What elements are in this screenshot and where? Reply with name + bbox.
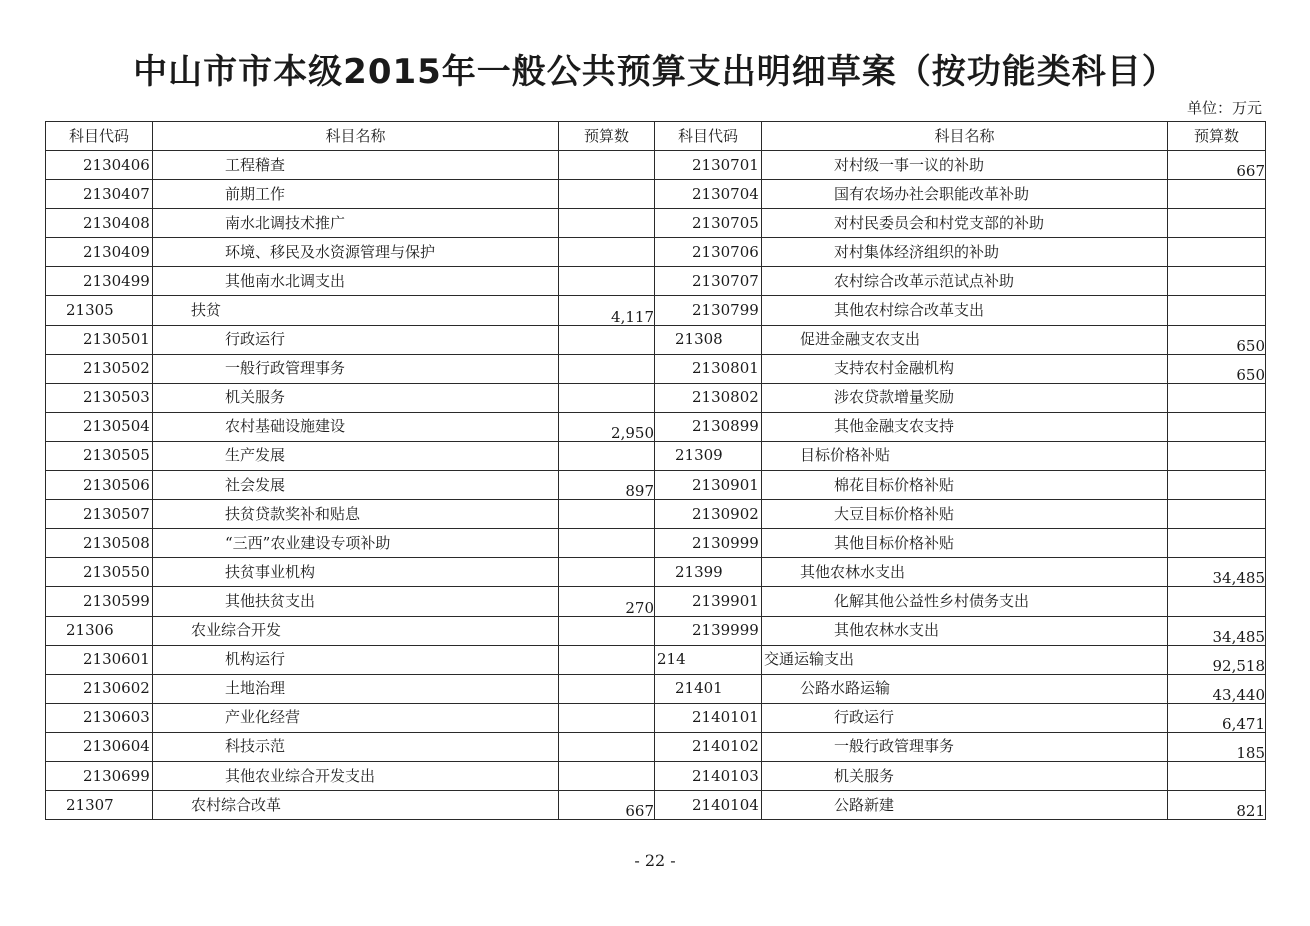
subject-name-left: 其他农业综合开发支出 [153,761,559,790]
subject-name-right: 行政运行 [762,703,1168,732]
budget-amount-right: 34,485 [1168,616,1266,645]
subject-name-left: 土地治理 [153,674,559,703]
subject-name-left: 机关服务 [153,383,559,412]
budget-amount-right [1168,529,1266,558]
table-row [46,703,1266,732]
table-row [46,616,1266,645]
subject-name-right: 大豆目标价格补贴 [762,500,1168,529]
subject-name-right: 其他目标价格补贴 [762,529,1168,558]
subject-code-right: 2130999 [655,529,762,558]
subject-name-right: 其他农林水支出 [762,616,1168,645]
header-name-left: 科目名称 [153,122,559,151]
budget-amount-left [559,558,655,587]
subject-code-right: 2139901 [655,587,762,616]
budget-amount-right: 821 [1168,791,1266,820]
budget-amount-left [559,267,655,296]
unit-label: 单位：万元 [1186,99,1262,117]
subject-name-left: 一般行政管理事务 [153,354,559,383]
table-row [46,761,1266,790]
subject-name-right: 其他农林水支出 [762,558,1168,587]
subject-name-right: 棉花目标价格补贴 [762,471,1168,500]
budget-amount-left [559,732,655,761]
subject-code-left: 21305 [46,296,153,325]
subject-code-left: 2130503 [46,383,153,412]
budget-amount-left [559,151,655,180]
budget-amount-right [1168,238,1266,267]
subject-code-left: 2130604 [46,732,153,761]
header-row [46,122,1266,151]
budget-amount-right [1168,383,1266,412]
budget-amount-left [559,209,655,238]
page-title: 中山市市本级2015年一般公共预算支出明细草案（按功能类科目） [133,52,1177,92]
table-row [46,645,1266,674]
subject-code-right: 21309 [655,441,762,470]
subject-name-left: 产业化经营 [153,703,559,732]
subject-code-left: 2130407 [46,180,153,209]
page-number: - 22 - [634,851,676,870]
budget-amount-right: 34,485 [1168,558,1266,587]
subject-name-right: 公路水路运输 [762,674,1168,703]
subject-code-left: 21306 [46,616,153,645]
budget-amount-left: 897 [559,471,655,500]
budget-amount-right [1168,500,1266,529]
subject-name-left: 机构运行 [153,645,559,674]
table-row [46,471,1266,500]
budget-amount-left: 2,950 [559,412,655,441]
budget-amount-left [559,383,655,412]
subject-code-right: 2130899 [655,412,762,441]
subject-name-left: 扶贫贷款奖补和贴息 [153,500,559,529]
subject-name-left: 其他扶贫支出 [153,587,559,616]
budget-amount-left [559,645,655,674]
table-row [46,587,1266,616]
budget-amount-left [559,703,655,732]
budget-amount-left: 667 [559,791,655,820]
subject-code-left: 2130506 [46,471,153,500]
subject-name-left: 扶贫事业机构 [153,558,559,587]
subject-name-right: 机关服务 [762,761,1168,790]
table-row [46,529,1266,558]
subject-name-left: 行政运行 [153,325,559,354]
subject-name-left: 其他南水北调支出 [153,267,559,296]
subject-name-left: 农村综合改革 [153,791,559,820]
table-row [46,441,1266,470]
subject-name-right: 涉农贷款增量奖励 [762,383,1168,412]
subject-code-left: 2130504 [46,412,153,441]
subject-code-right: 2130802 [655,383,762,412]
budget-table [45,121,1266,820]
budget-amount-right [1168,587,1266,616]
header-code-right: 科目代码 [655,122,762,151]
subject-name-right: 支持农村金融机构 [762,354,1168,383]
table-row [46,791,1266,820]
budget-amount-left [559,616,655,645]
header-code-left: 科目代码 [46,122,153,151]
subject-code-right: 2130707 [655,267,762,296]
subject-code-left: 2130603 [46,703,153,732]
subject-name-right: 促进金融支农支出 [762,325,1168,354]
table-row [46,354,1266,383]
table-row [46,296,1266,325]
subject-code-left: 2130507 [46,500,153,529]
subject-name-left: 社会发展 [153,471,559,500]
budget-amount-left: 270 [559,587,655,616]
budget-amount-right [1168,180,1266,209]
table-row [46,151,1266,180]
budget-amount-right [1168,267,1266,296]
budget-amount-right: 650 [1168,325,1266,354]
subject-code-left: 2130699 [46,761,153,790]
subject-code-right: 2130799 [655,296,762,325]
header-amount-left: 预算数 [559,122,655,151]
budget-amount-right: 6,471 [1168,703,1266,732]
subject-code-right: 21401 [655,674,762,703]
subject-name-left: 环境、移民及水资源管理与保护 [153,238,559,267]
subject-code-right: 214 [655,645,762,674]
budget-amount-left [559,441,655,470]
budget-amount-left [559,180,655,209]
subject-code-right: 2130801 [655,354,762,383]
table-row [46,412,1266,441]
subject-name-left: 生产发展 [153,441,559,470]
subject-name-left: 农业综合开发 [153,616,559,645]
subject-name-right: 其他农村综合改革支出 [762,296,1168,325]
budget-amount-right [1168,471,1266,500]
subject-code-right: 21399 [655,558,762,587]
subject-code-left: 2130502 [46,354,153,383]
budget-amount-right [1168,761,1266,790]
header-name-right: 科目名称 [762,122,1168,151]
subject-code-right: 2130706 [655,238,762,267]
budget-amount-left [559,325,655,354]
budget-amount-right: 92,518 [1168,645,1266,674]
subject-code-left: 2130408 [46,209,153,238]
table-row [46,558,1266,587]
subject-code-left: 2130409 [46,238,153,267]
table-row [46,674,1266,703]
subject-code-right: 2140101 [655,703,762,732]
subject-code-right: 2130901 [655,471,762,500]
subject-name-right: 对村级一事一议的补助 [762,151,1168,180]
subject-name-left: “三西”农业建设专项补助 [153,529,559,558]
table-body [46,151,1266,820]
subject-name-right: 其他金融支农支持 [762,412,1168,441]
budget-amount-right: 43,440 [1168,674,1266,703]
budget-amount-right [1168,296,1266,325]
budget-amount-left [559,238,655,267]
subject-code-right: 2130704 [655,180,762,209]
subject-code-left: 2130406 [46,151,153,180]
subject-code-left: 2130508 [46,529,153,558]
budget-amount-left [559,529,655,558]
header-amount-right: 预算数 [1168,122,1266,151]
subject-name-right: 公路新建 [762,791,1168,820]
budget-amount-right: 185 [1168,732,1266,761]
subject-name-left: 农村基础设施建设 [153,412,559,441]
subject-code-left: 2130499 [46,267,153,296]
subject-name-left: 扶贫 [153,296,559,325]
table-row [46,267,1266,296]
budget-amount-right: 667 [1168,151,1266,180]
subject-code-right: 21308 [655,325,762,354]
budget-amount-left [559,500,655,529]
subject-code-left: 2130599 [46,587,153,616]
subject-code-right: 2139999 [655,616,762,645]
subject-code-right: 2130705 [655,209,762,238]
budget-amount-left: 4,117 [559,296,655,325]
subject-code-right: 2130902 [655,500,762,529]
table-row [46,209,1266,238]
budget-amount-left [559,761,655,790]
table-row [46,180,1266,209]
table-row [46,500,1266,529]
table-row [46,238,1266,267]
subject-name-left: 工程稽查 [153,151,559,180]
budget-amount-right [1168,441,1266,470]
subject-name-left: 前期工作 [153,180,559,209]
subject-name-right: 化解其他公益性乡村债务支出 [762,587,1168,616]
subject-code-right: 2130701 [655,151,762,180]
subject-name-right: 一般行政管理事务 [762,732,1168,761]
budget-amount-right [1168,209,1266,238]
budget-amount-left [559,674,655,703]
table-row [46,325,1266,354]
subject-name-right: 国有农场办社会职能改革补助 [762,180,1168,209]
budget-amount-right: 650 [1168,354,1266,383]
budget-amount-left [559,354,655,383]
subject-code-left: 2130602 [46,674,153,703]
subject-name-right: 农村综合改革示范试点补助 [762,267,1168,296]
table-row [46,732,1266,761]
table-row [46,383,1266,412]
subject-code-right: 2140102 [655,732,762,761]
subject-code-left: 2130505 [46,441,153,470]
subject-code-left: 21307 [46,791,153,820]
budget-amount-right [1168,412,1266,441]
subject-name-left: 南水北调技术推广 [153,209,559,238]
subject-code-right: 2140103 [655,761,762,790]
subject-code-right: 2140104 [655,791,762,820]
subject-name-right: 对村集体经济组织的补助 [762,238,1168,267]
subject-code-left: 2130601 [46,645,153,674]
subject-name-left: 科技示范 [153,732,559,761]
subject-name-right: 目标价格补贴 [762,441,1168,470]
subject-name-right: 交通运输支出 [762,645,1168,674]
subject-name-right: 对村民委员会和村党支部的补助 [762,209,1168,238]
subject-code-left: 2130550 [46,558,153,587]
subject-code-left: 2130501 [46,325,153,354]
